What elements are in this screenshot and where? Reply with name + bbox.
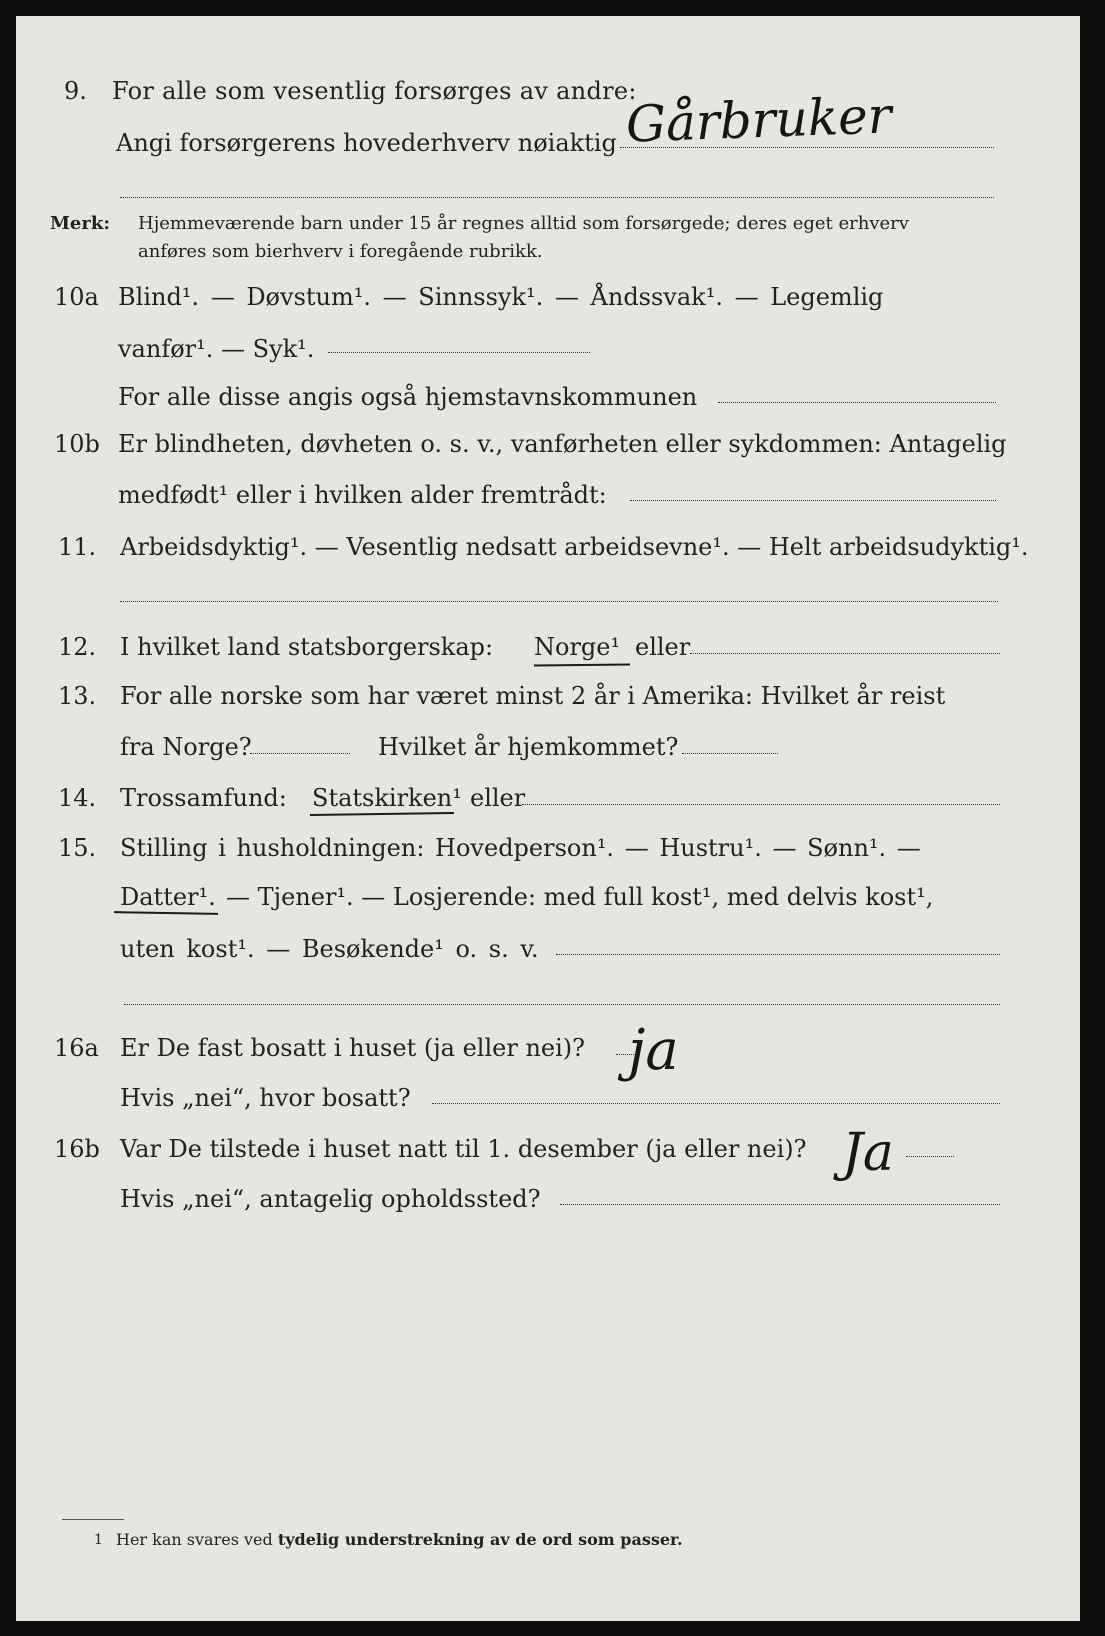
q10b-answer-line [630, 500, 996, 501]
q12-choice-norge: Norge¹ [534, 633, 621, 661]
q15-text-line1: Stilling i husholdningen: Hovedperson¹. — Hustru¹. — Sønn¹. — [120, 834, 921, 862]
q15-answer-line [556, 954, 1000, 955]
q15-handwritten-underline [114, 911, 218, 915]
q10b-number: 10b [54, 430, 100, 458]
q10a-number: 10a [54, 283, 99, 311]
q9-text-line2: Angi forsørgerens hovederhverv nøiaktig [116, 129, 617, 157]
q10a-text-line3: For alle disse angis også hjemstavnskommunen [118, 383, 698, 411]
q15-number: 15. [58, 834, 97, 862]
q13-text-line2b: Hvilket år hjemkommet? [378, 733, 679, 761]
q16b-text-line1: Var De tilstede i huset natt til 1. desember (ja eller nei)? [120, 1135, 807, 1163]
q11-answer-line [120, 601, 998, 602]
q9-text-line1: For alle som vesentlig forsørges av andre: [112, 77, 637, 105]
q11-number: 11. [58, 533, 97, 561]
q16b-whereabouts-line [560, 1204, 1000, 1205]
q10a-hometown-line [718, 402, 996, 403]
q10a-text-line2: vanfør¹. — Syk¹. [118, 335, 315, 363]
q15-answer-line-2 [124, 1004, 1000, 1005]
q15-text-line2: — Tjener¹. — Losjerende: med full kost¹, med delvis kost¹, [226, 883, 934, 911]
footnote-text-normal: Her kan svares ved [116, 1530, 273, 1549]
footnote-separator [62, 1519, 124, 1520]
q9-number: 9. [64, 77, 87, 105]
q16a-number: 16a [54, 1034, 99, 1062]
q16b-text-line2: Hvis „nei“, antagelig opholdssted? [120, 1185, 541, 1213]
q16b-number: 16b [54, 1135, 100, 1163]
census-form-page [16, 16, 1080, 1621]
q13-number: 13. [58, 682, 97, 710]
q16b-answer-line [906, 1156, 954, 1157]
q12-text-eller: eller [635, 633, 691, 661]
q16a-handwritten-answer: ja [628, 1018, 679, 1083]
q16a-residence-line [432, 1103, 1000, 1104]
q10b-text-line2: medfødt¹ eller i hvilken alder fremtrådt: [118, 481, 607, 509]
note-text-line1: Hjemmeværende barn under 15 år regnes alltid som forsørgede; deres eget erhverv [138, 213, 909, 234]
q16a-text-line2: Hvis „nei“, hvor bosatt? [120, 1084, 411, 1112]
q14-choice-statskirken: Statskirken¹ [312, 784, 462, 812]
q9-answer-line-2 [120, 197, 994, 198]
q14-text: Trossamfund: [120, 784, 287, 812]
q12-answer-line [690, 653, 1000, 654]
q10a-answer-line [328, 352, 590, 353]
q13-text-line2a: fra Norge? [120, 733, 252, 761]
q14-text-eller: eller [470, 784, 526, 812]
footnote-text-bold: tydelig understrekning av de ord som passer. [277, 1530, 683, 1549]
q14-number: 14. [58, 784, 97, 812]
note-label: Merk: [50, 213, 110, 234]
q16b-handwritten-answer: Ja [842, 1123, 894, 1183]
q9-handwritten-answer: Gårbruker [625, 86, 893, 154]
q15-choice-datter: Datter¹. [120, 883, 216, 911]
footnote-text [116, 1530, 683, 1550]
footnote-marker: 1 [94, 1532, 103, 1548]
q13-departure-line [250, 753, 350, 754]
q10a-text-line1: Blind¹. — Døvstum¹. — Sinnssyk¹. — Åndssvak¹. — Legemlig [118, 283, 884, 311]
q13-text-line1: For alle norske som har været minst 2 år i Amerika: Hvilket år reist [120, 682, 946, 710]
q16a-text-line1: Er De fast bosatt i huset (ja eller nei)? [120, 1034, 586, 1062]
q12-text: I hvilket land statsborgerskap: [120, 633, 494, 661]
q12-handwritten-underline [534, 663, 630, 666]
q12-number: 12. [58, 633, 97, 661]
q14-answer-line [522, 804, 1000, 805]
q15-text-line3: uten kost¹. — Besøkende¹ o. s. v. [120, 935, 539, 963]
note-text-line2: anføres som bierhverv i foregående rubrikk. [138, 241, 543, 262]
q10b-text-line1: Er blindheten, døvheten o. s. v., vanførheten eller sykdommen: Antagelig [118, 430, 1007, 458]
q13-return-line [682, 753, 778, 754]
q11-text: Arbeidsdyktig¹. — Vesentlig nedsatt arbeidsevne¹. — Helt arbeidsudyktig¹. [120, 533, 1029, 561]
